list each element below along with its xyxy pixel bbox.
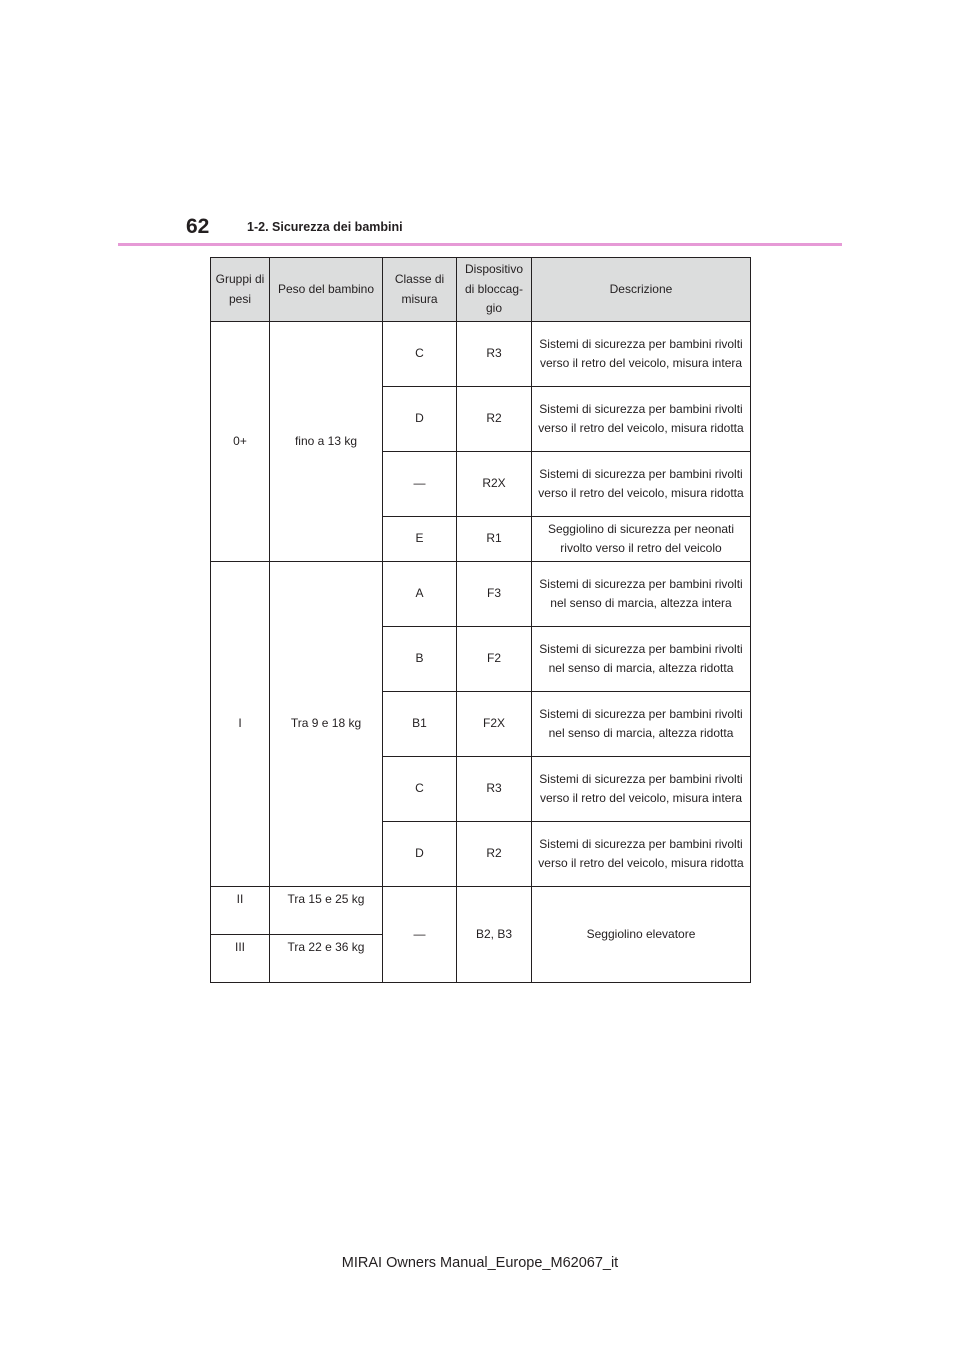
description-cell: Sistemi di sicurezza per bambini rivolti verso il retro del veicolo, misura ridotta [532,387,751,452]
size-class-cell: D [383,387,457,452]
page-number: 62 [186,215,210,238]
weight-group-cell: I [211,562,270,887]
column-header-weight-group: Gruppi di pesi [211,258,270,322]
table-row [211,322,751,387]
section-title: 1-2. Sicurezza dei bambini [247,220,403,234]
fixture-cell: F3 [457,562,532,627]
column-header-fixture: Dispositivo di bloccaggio [457,258,532,322]
fixture-cell: F2 [457,627,532,692]
fixture-cell: R3 [457,322,532,387]
column-header-child-weight: Peso del bambino [270,258,383,322]
size-class-cell: E [383,517,457,562]
table-header-row [211,258,751,322]
description-cell: Sistemi di sicurezza per bambini rivolti verso il retro del veicolo, misura intera [532,322,751,387]
description-cell: Seggiolino elevatore [532,887,751,983]
fixture-cell: R3 [457,757,532,822]
size-class-cell: — [383,887,457,983]
description-cell: Sistemi di sicurezza per bambini rivolti nel senso di marcia, altezza intera [532,562,751,627]
column-header-description: Descrizione [532,258,751,322]
description-cell: Sistemi di sicurezza per bambini rivolti nel senso di marcia, altezza ridotta [532,692,751,757]
description-cell: Sistemi di sicurezza per bambini rivolti verso il retro del veicolo, misura intera [532,757,751,822]
fixture-cell: R2 [457,387,532,452]
child-weight-cell: Tra 9 e 18 kg [270,562,383,887]
fixture-cell: F2X [457,692,532,757]
child-weight-cell: Tra 22 e 36 kg [270,935,383,983]
weight-group-cell: II [211,887,270,935]
child-weight-cell: fino a 13 kg [270,322,383,562]
column-header-size-class: Classe di misura [383,258,457,322]
footer-manual-id: MIRAI Owners Manual_Europe_M62067_it [341,1255,619,1271]
fixture-cell: R1 [457,517,532,562]
weight-group-cell: III [211,935,270,983]
description-cell: Sistemi di sicurezza per bambini rivolti nel senso di marcia, altezza ridotta [532,627,751,692]
size-class-cell: B [383,627,457,692]
size-class-cell: — [383,452,457,517]
weight-group-cell: 0+ [211,322,270,562]
description-cell: Sistemi di sicurezza per bambini rivolti verso il retro del veicolo, misura ridotta [532,822,751,887]
table-row [211,562,751,627]
size-class-cell: A [383,562,457,627]
fixture-cell: R2X [457,452,532,517]
size-class-cell: B1 [383,692,457,757]
child-restraint-table [210,257,751,983]
description-cell: Seggiolino di sicurezza per neonati rivolto verso il retro del veicolo [532,517,751,562]
description-cell: Sistemi di sicurezza per bambini rivolti verso il retro del veicolo, misura ridotta [532,452,751,517]
table-row [211,887,751,935]
size-class-cell: C [383,757,457,822]
header-divider [118,243,842,246]
fixture-cell: B2, B3 [457,887,532,983]
fixture-cell: R2 [457,822,532,887]
size-class-cell: C [383,322,457,387]
child-weight-cell: Tra 15 e 25 kg [270,887,383,935]
size-class-cell: D [383,822,457,887]
